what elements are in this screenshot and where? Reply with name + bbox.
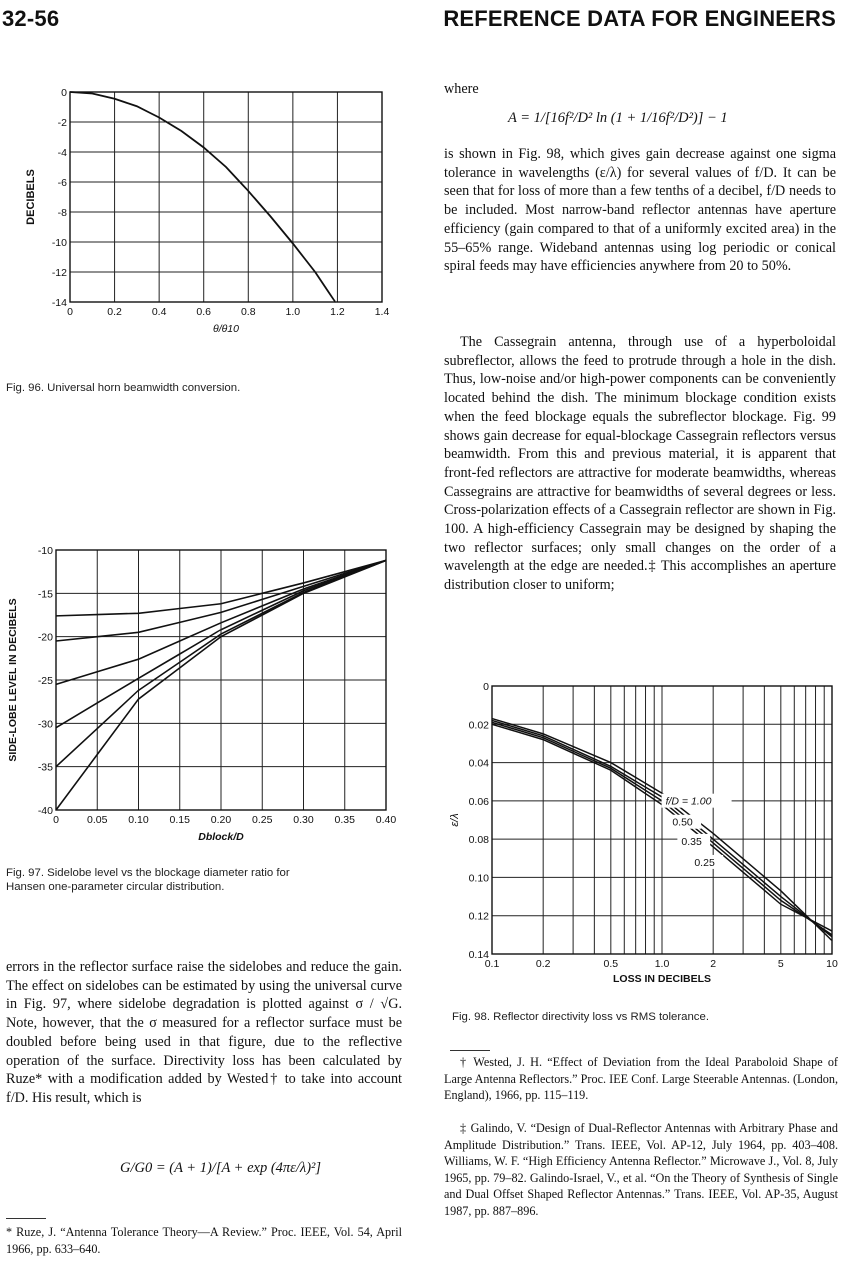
x-tick-label: 0 <box>53 814 59 826</box>
figure-97-caption-line2: Hansen one-parameter circular distribution. <box>6 881 225 893</box>
footnote-galindo: ‡ Galindo, V. “Design of Dual-Reflector Antennas with Arbitrary Phase and Amplitude Distribution.” Trans. IEEE, Vol. AP-12, July 1964, pp. 403–408. Williams, W. F. “High Efficiency Antenna Reflector.” Microwave J., Vol. 8, July 1965, pp. 79–82. Galindo-Israel, V., et al. “On the Theory of Synthesis of Single and Dual Offset Shaped Reflector Antennas.” Trans. IEEE, Vol. AP-35, August 1987, pp. 887–896. <box>444 1121 838 1218</box>
y-tick-label: -35 <box>37 761 53 774</box>
figure-97-chart <box>2 540 402 850</box>
series-label: 0.50 <box>672 816 693 829</box>
x-tick-label: 0.25 <box>252 814 273 826</box>
left-body-text: errors in the reflector surface raise the sidelobes and reduce the gain. The effect on sidelobes can be estimated by using the universal curve in Fig. 97, where sidelobe degradation is plotted against σ / √G. Note, however, that the σ measured for a reflector surface must be doubled before being used in that figure, due to the reflective operation of the surface. Directivity loss has been calculated by Ruze* with a modification added by Wested† to take into account f/D. His result, which is <box>6 959 402 1106</box>
equation-a: A = 1/[16f²/D² ln (1 + 1/16f²/D²)] − 1 <box>508 110 728 126</box>
y-tick-label: -10 <box>51 237 67 249</box>
y-tick-label: 0.04 <box>468 757 489 770</box>
y-tick-label: -40 <box>37 805 53 817</box>
x-tick-label: 1.4 <box>374 306 390 318</box>
y-tick-label: -15 <box>37 588 53 601</box>
x-tick-label: 0.5 <box>603 958 619 970</box>
figure-98-caption: Fig. 98. Reflector directivity loss vs RMS tolerance. <box>452 1011 710 1023</box>
right-body-text-2: The Cassegrain antenna, through use of a hyperboloidal subreflector, allows the feed to protrude through a hole in the dish. Thus, low-noise and/or high-power components can be conveniently located behind the dish. The minimum blockage condition exists when the feed blockage equals the subreflector blockage. Fig. 99 shows gain decrease for equal-blockage Cassegrain reflectors versus beamwidth. From this and previous material, it is apparent that front-fed reflectors are attractive for moderate beamwidths, whereas Cassegrains are attractive for beamwidths of several degrees or less. Cross-polarization effects of a Cassegrain reflector are shown in Fig. 100. A high-efficiency Cassegrain may be designed by shaping the two reflector surfaces; only small changes on the order of a wavelength at the edge are needed.‡ This accomplishes an aperture distribution closer to uniform; <box>444 334 836 594</box>
x-tick-label: 0.35 <box>334 814 355 826</box>
y-tick-label: 0 <box>61 87 67 99</box>
running-title: REFERENCE DATA FOR ENGINEERS <box>443 6 836 31</box>
x-tick-label: 0.05 <box>87 814 108 826</box>
x-axis-label: LOSS IN DECIBELS <box>612 973 712 985</box>
x-axis-label: Dblock/D <box>198 831 244 843</box>
series-label: 0.35 <box>681 835 702 848</box>
x-axis-label: θ/θ10 <box>213 323 239 335</box>
y-tick-label: -4 <box>57 147 67 159</box>
series-label: 0.25 <box>694 856 715 869</box>
x-tick-label: 10 <box>826 958 838 970</box>
x-tick-label: 0.15 <box>169 814 190 826</box>
x-tick-label: 0.2 <box>107 306 122 318</box>
right-body-text-1: is shown in Fig. 98, which gives gain decrease against one sigma tolerance in wavelengths (ε/λ) for several values of f/D. It can be seen that for loss of more than a few tenths of a decibel, f/D needs to be included. Most narrow-band reflector antennas have aperture efficiency (gain compared to that of a uniformly excited area) in the 55–65% range. Wideband antennas using log periodic or conical spiral feeds may have efficiencies anywhere from 20 to 50%. <box>444 146 836 275</box>
x-tick-label: 0.1 <box>484 958 500 970</box>
x-tick-label: 0.10 <box>128 814 149 826</box>
x-tick-label: 0.30 <box>293 814 314 826</box>
y-tick-label: -14 <box>51 297 67 309</box>
y-tick-label: 0 <box>483 681 489 693</box>
x-tick-label: 0.8 <box>240 306 256 318</box>
figure-98-chart <box>440 678 840 1000</box>
y-tick-label: 0.02 <box>468 719 489 732</box>
y-tick-label: 0.14 <box>468 949 489 961</box>
y-tick-label: -25 <box>37 675 53 687</box>
x-tick-label: 0.6 <box>196 306 212 318</box>
y-tick-label: -6 <box>57 177 67 189</box>
y-tick-label: 0.06 <box>468 795 489 808</box>
footnote-ruze: * Ruze, J. “Antenna Tolerance Theory—A Review.” Proc. IEEE, Vol. 54, April 1966, pp. 633–640. <box>6 1225 402 1256</box>
plot-frame <box>70 92 382 302</box>
y-tick-label: 0.08 <box>468 834 489 847</box>
y-tick-label: -10 <box>37 545 53 557</box>
figure-96-caption: Fig. 96. Universal horn beamwidth conversion. <box>6 382 241 394</box>
y-tick-label: -8 <box>57 207 67 219</box>
x-tick-label: 0.2 <box>535 958 551 970</box>
y-tick-label: -2 <box>57 117 67 129</box>
x-tick-label: 0.4 <box>151 306 167 318</box>
x-tick-label: 2 <box>710 958 717 970</box>
x-tick-label: 0 <box>67 306 73 318</box>
y-tick-label: -20 <box>37 631 53 644</box>
y-tick-label: 0.10 <box>468 872 489 885</box>
y-axis-label: SIDE-LOBE LEVEL IN DECIBELS <box>7 598 19 762</box>
series-label: f/D = 1.00 <box>665 795 712 808</box>
footnote-rule-right <box>450 1050 490 1051</box>
figure-97-caption-line1: Fig. 97. Sidelobe level vs the blockage diameter ratio for <box>6 867 290 879</box>
y-tick-label: 0.12 <box>468 910 489 923</box>
footnote-wested: † Wested, J. H. “Effect of Deviation from the Ideal Paraboloid Shape of Large Antenna Reflectors.” Proc. IEE Conf. Large Steerable Antennas. (London, England), 1966, pp. 115–119. <box>444 1055 838 1103</box>
equation-gain: G/G0 = (A + 1)/[A + exp (4πε/λ)²] <box>120 1160 322 1176</box>
x-tick-label: 0.40 <box>375 814 397 826</box>
page-number: 32-56 <box>2 6 60 31</box>
y-axis-label: ε/λ <box>449 813 461 827</box>
series-line-1 <box>70 92 335 302</box>
figure-96-chart <box>20 82 400 354</box>
y-tick-label: -12 <box>51 267 67 279</box>
footnote-rule-left <box>6 1218 46 1219</box>
x-tick-label: 1.2 <box>330 306 345 318</box>
x-tick-label: 1.0 <box>285 306 301 318</box>
x-tick-label: 1.0 <box>654 958 670 970</box>
y-axis-label: DECIBELS <box>25 169 37 225</box>
x-tick-label: 0.20 <box>210 814 232 826</box>
where-text: where <box>444 81 479 97</box>
y-tick-label: -30 <box>37 718 53 731</box>
x-tick-label: 5 <box>777 958 784 970</box>
